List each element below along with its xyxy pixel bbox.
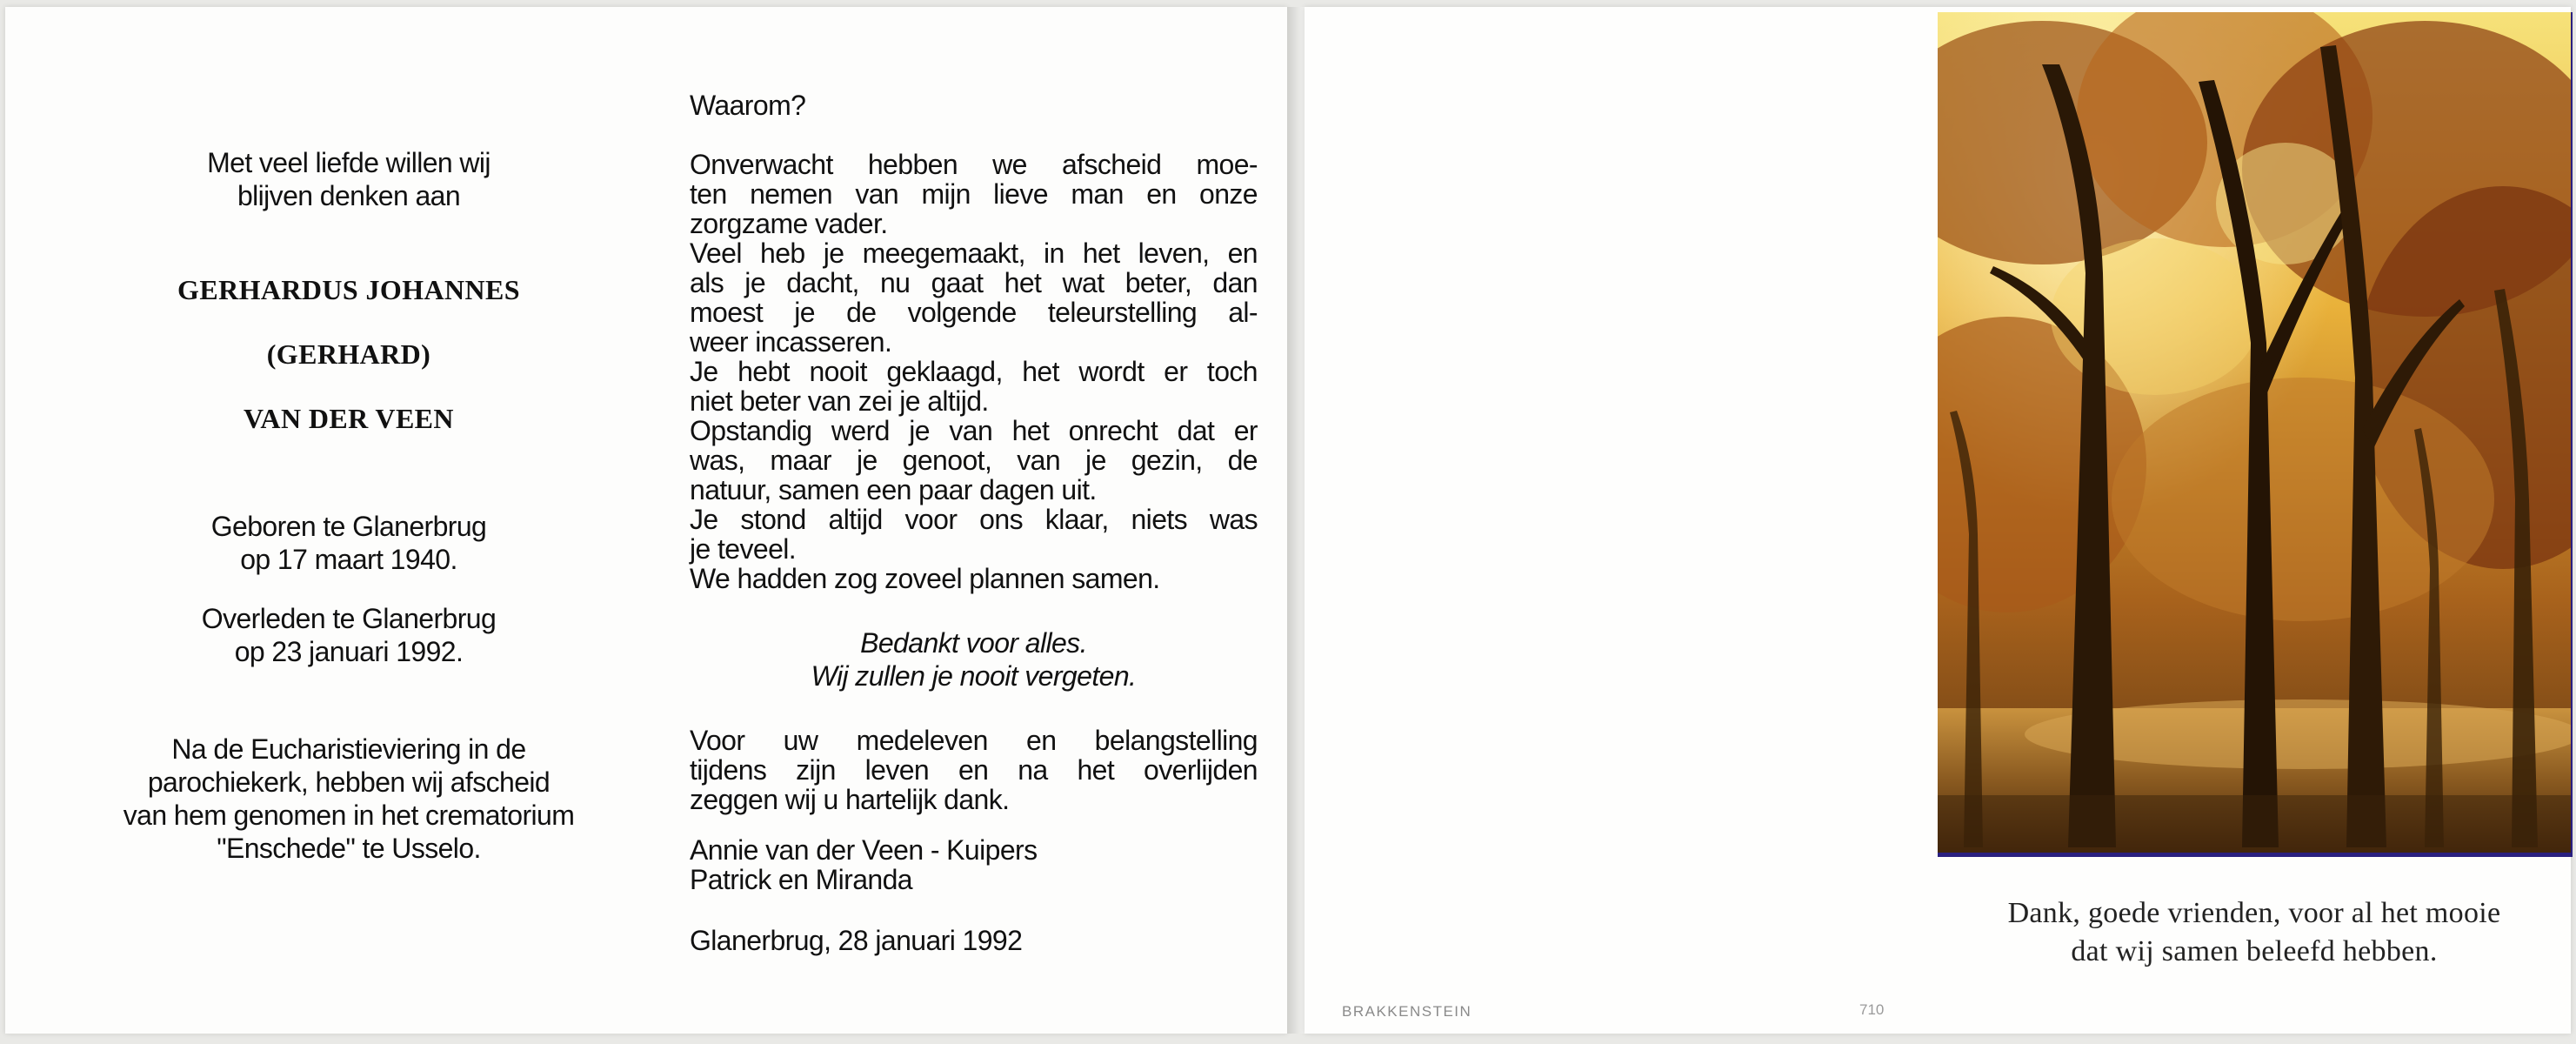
closing-line-2: Wij zullen je nooit vergeten. <box>811 660 1137 692</box>
closing-text <box>690 626 1258 693</box>
service-info <box>49 733 649 865</box>
card-code: 710 <box>1859 1001 1885 1018</box>
poem-heading: Waarom? <box>690 90 806 121</box>
card-fold-shadow <box>1287 7 1305 1034</box>
body-line: We hadden zog zoveel plannen samen. <box>690 563 1160 594</box>
forest-illustration <box>1938 12 2571 853</box>
body-line: ten nemen van mijn lieve man en onze <box>690 178 1258 210</box>
body-line: zorgzame vader. <box>690 208 888 239</box>
deceased-surname: VAN DER VEEN <box>244 403 454 434</box>
place-date: Glanerbrug, 28 januari 1992 <box>690 925 1023 956</box>
service-line-4: "Enschede" te Usselo. <box>217 833 481 864</box>
body-line: Opstandig werd je van het onrecht dat er <box>690 415 1258 446</box>
signature-line-2: Patrick en Miranda <box>690 864 912 895</box>
thanks-line: zeggen wij u hartelijk dank. <box>690 784 1010 815</box>
caption-line-2: dat wij samen beleefd hebben. <box>2071 935 2438 967</box>
body-line: was, maar je genoot, van je gezin, de <box>690 445 1258 476</box>
body-line: natuur, samen een paar dagen uit. <box>690 474 1097 505</box>
body-line: als je dacht, nu gaat het wat beter, dan <box>690 267 1258 298</box>
autumn-forest-photo <box>1938 12 2573 857</box>
memorial-details-column <box>49 146 649 865</box>
closing-line-1: Bedankt voor alles. <box>860 627 1087 659</box>
memorial-text-column <box>690 90 1258 955</box>
body-line: Veel heb je meegemaakt, in het leven, en <box>690 238 1258 269</box>
body-line: je teveel. <box>690 533 797 565</box>
intro-line-1: Met veel liefde willen wij <box>207 147 491 178</box>
intro-text <box>49 146 649 212</box>
deceased-given-names: GERHARDUS JOHANNES <box>177 274 520 305</box>
body-line: moest je de volgende teleurstelling al- <box>690 297 1258 328</box>
thanks-line: tijdens zijn leven en na het overlijden <box>690 754 1258 786</box>
birth-date: op 17 maart 1940. <box>240 544 457 575</box>
caption-line-1: Dank, goede vrienden, voor al het mooie <box>2007 897 2501 929</box>
death-info <box>49 602 649 668</box>
birth-info <box>49 510 649 576</box>
service-line-2: parochiekerk, hebben wij afscheid <box>147 766 551 798</box>
publisher-imprint: BRAKKENSTEIN <box>1342 1003 1472 1020</box>
body-line: Je stond altijd voor ons klaar, niets was <box>690 504 1258 535</box>
service-line-1: Na de Eucharistieviering in de <box>171 733 526 765</box>
memorial-card-inside <box>5 7 1287 1034</box>
thanks-text <box>690 726 1258 814</box>
signature-line-1: Annie van der Veen - Kuipers <box>690 834 1038 866</box>
intro-line-2: blijven denken aan <box>237 180 461 211</box>
body-line: Je hebt nooit geklaagd, het wordt er toch <box>690 356 1258 387</box>
deceased-nickname: (GERHARD) <box>266 338 431 370</box>
family-signature <box>690 835 1258 894</box>
back-caption <box>1938 894 2571 971</box>
body-line: Onverwacht hebben we afscheid moe- <box>690 149 1258 180</box>
death-place: Overleden te Glanerbrug <box>201 603 497 634</box>
death-date: op 23 januari 1992. <box>234 636 464 667</box>
body-line: weer incasseren. <box>690 326 892 358</box>
service-line-3: van hem genomen in het crematorium <box>123 800 575 831</box>
body-line: niet beter van zei je altijd. <box>690 385 989 417</box>
thanks-line: Voor uw medeleven en belangstelling <box>690 725 1258 756</box>
memorial-body-text <box>690 150 1258 593</box>
birth-place: Geboren te Glanerbrug <box>210 511 487 542</box>
